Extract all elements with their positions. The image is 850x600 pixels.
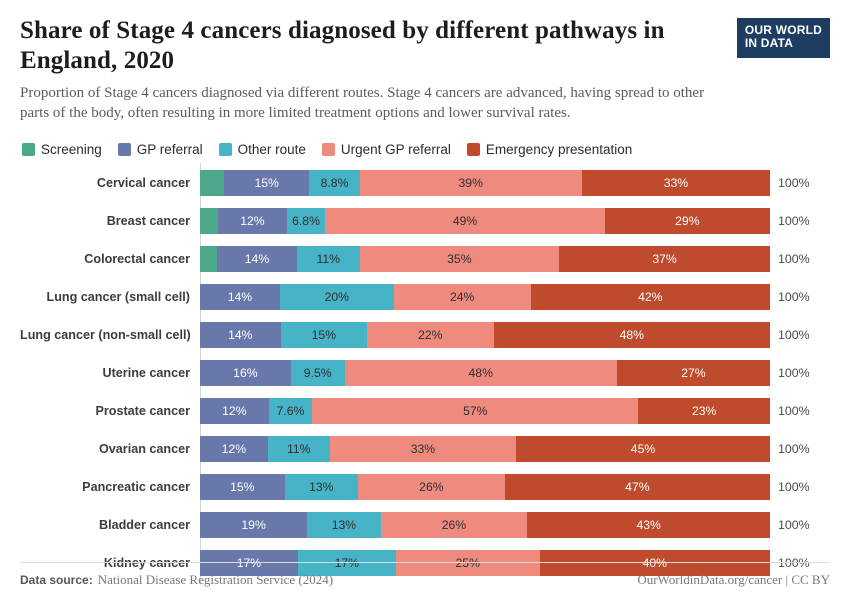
bar-segment[interactable] — [200, 398, 269, 424]
bar-row-label: Cervical cancer — [96, 176, 190, 190]
bar-segment-value: 23% — [691, 404, 717, 418]
bar-segment[interactable] — [312, 398, 638, 424]
bar-segment-value: 14% — [228, 328, 253, 342]
bar-segment-value: 37% — [652, 252, 677, 266]
stacked-bar — [200, 398, 770, 424]
chart-legend — [22, 142, 830, 157]
bar-row-label: Prostate cancer — [95, 404, 190, 418]
bar-segment[interactable] — [200, 170, 224, 196]
bar-row[interactable] — [20, 281, 830, 314]
bar-segment-value: 19% — [241, 518, 266, 532]
bar-row-label: Breast cancer — [106, 214, 190, 228]
logo-line-1: OUR WORLD — [744, 23, 822, 37]
bar-segment-value: 8.8% — [320, 176, 349, 190]
bar-segment[interactable] — [617, 360, 770, 386]
bar-segment[interactable] — [280, 284, 394, 310]
legend-swatch-icon — [322, 143, 335, 156]
bar-row-label: Colorectal cancer — [84, 252, 190, 266]
bar-segment[interactable] — [285, 474, 358, 500]
bar-segment-value: 14% — [227, 290, 253, 304]
bar-segment[interactable] — [582, 170, 770, 196]
bar-segment-value: 7.6% — [276, 404, 305, 418]
legend-item[interactable] — [118, 142, 203, 157]
bar-row-total: 100% — [778, 556, 810, 570]
bar-segment[interactable] — [381, 512, 528, 538]
bar-segment-value: 17% — [236, 556, 262, 570]
stacked-bar — [200, 284, 770, 310]
bar-segment[interactable] — [358, 474, 505, 500]
bar-segment-value: 13% — [309, 480, 334, 494]
bar-row-label: Lung cancer (non-small cell) — [20, 328, 191, 342]
bar-segment[interactable] — [200, 322, 281, 348]
bar-row[interactable] — [20, 205, 830, 238]
chart-footer — [20, 562, 830, 588]
bar-segment-value: 17% — [334, 556, 360, 570]
bar-row-total: 100% — [778, 404, 810, 418]
bar-segment-value: 12% — [240, 214, 265, 228]
bar-row-total: 100% — [778, 366, 810, 380]
footer-attribution[interactable]: OurWorldinData.org/cancer | CC BY — [637, 572, 830, 587]
bar-row-total: 100% — [778, 290, 810, 304]
legend-label: Screening — [41, 141, 102, 157]
bar-segment-value: 22% — [418, 328, 443, 342]
chart-header — [20, 16, 830, 124]
bar-segment[interactable] — [505, 474, 770, 500]
bar-segment[interactable] — [638, 398, 770, 424]
bar-segment[interactable] — [307, 512, 380, 538]
legend-label: Emergency presentation — [485, 141, 633, 157]
stacked-bar — [200, 246, 770, 272]
bar-row-total: 100% — [778, 214, 810, 228]
bar-row[interactable] — [20, 167, 830, 200]
bar-segment-value: 6.8% — [292, 214, 320, 228]
bar-segment[interactable] — [494, 322, 770, 348]
bar-segment[interactable] — [360, 246, 560, 272]
legend-swatch-icon — [467, 143, 480, 156]
bar-segment-value: 33% — [663, 176, 689, 190]
bar-segment[interactable] — [200, 360, 291, 386]
bar-segment[interactable] — [531, 284, 770, 310]
legend-label: Urgent GP referral — [340, 141, 451, 157]
bar-segment[interactable] — [291, 360, 345, 386]
chart-subtitle: Proportion of Stage 4 cancers diagnosed via different routes. Stage 4 cancers are advanced, having spread to other parts of the body, often resulting in more limited treatment options and lower survival rates. — [20, 85, 705, 122]
bar-segment[interactable] — [217, 246, 297, 272]
bar-segment-value: 12% — [222, 404, 247, 418]
bar-segment-value: 20% — [324, 290, 349, 304]
bar-segment[interactable] — [330, 436, 516, 462]
bar-segment[interactable] — [218, 208, 286, 234]
stacked-bar — [200, 360, 770, 386]
bar-segment[interactable] — [360, 170, 582, 196]
bar-row-total: 100% — [778, 442, 810, 456]
bar-row-total: 100% — [778, 252, 810, 266]
bar-segment-value: 26% — [419, 480, 444, 494]
bar-segment-value: 47% — [625, 480, 650, 494]
bar-segment[interactable] — [200, 474, 285, 500]
bar-segment-value: 27% — [681, 366, 706, 380]
bar-row[interactable] — [20, 357, 830, 390]
bar-segment-value: 45% — [630, 442, 656, 456]
bar-segment[interactable] — [559, 246, 770, 272]
bar-row-label: Uterine cancer — [102, 366, 190, 380]
bar-segment-value: 49% — [452, 214, 478, 228]
bar-segment[interactable] — [200, 246, 217, 272]
bar-segment-value: 11% — [316, 252, 340, 266]
stacked-bar — [200, 512, 770, 538]
bar-segment[interactable] — [200, 284, 280, 310]
bar-rows — [20, 167, 830, 580]
bar-segment-value: 43% — [636, 518, 661, 532]
stacked-bar — [200, 474, 770, 500]
bar-row[interactable] — [20, 471, 830, 504]
bar-row[interactable] — [20, 319, 830, 352]
bar-segment[interactable] — [527, 512, 770, 538]
legend-label: GP referral — [136, 141, 203, 157]
bar-segment[interactable] — [605, 208, 770, 234]
bar-row[interactable] — [20, 433, 830, 466]
bar-segment-value: 35% — [447, 252, 472, 266]
stacked-bar — [200, 322, 770, 348]
bar-segment[interactable] — [394, 284, 531, 310]
legend-swatch-icon — [118, 143, 131, 156]
bar-segment-value: 15% — [230, 480, 255, 494]
bar-segment-value: 11% — [287, 442, 311, 456]
owid-logo[interactable] — [737, 18, 830, 58]
bar-segment[interactable] — [269, 398, 313, 424]
bar-segment-value: 29% — [675, 214, 700, 228]
bar-segment[interactable] — [345, 360, 617, 386]
bar-segment-value: 16% — [233, 366, 258, 380]
bar-row-label: Pancreatic cancer — [82, 480, 190, 494]
bar-segment-value: 39% — [458, 176, 483, 190]
bar-segment[interactable] — [287, 208, 326, 234]
bar-row[interactable] — [20, 243, 830, 276]
bar-segment-value: 48% — [468, 366, 493, 380]
bar-segment-value: 57% — [463, 404, 488, 418]
bar-row[interactable] — [20, 395, 830, 428]
legend-item[interactable] — [22, 142, 102, 157]
bar-segment[interactable] — [367, 322, 494, 348]
bar-segment[interactable] — [516, 436, 770, 462]
stacked-bar — [200, 208, 770, 234]
bar-segment-value: 24% — [449, 290, 475, 304]
stacked-bar — [200, 170, 770, 196]
bar-segment[interactable] — [268, 436, 330, 462]
bar-segment-value: 14% — [244, 252, 270, 266]
stacked-bar — [200, 436, 770, 462]
legend-item[interactable] — [219, 142, 306, 157]
bar-segment-value: 42% — [638, 290, 663, 304]
header-text-block — [20, 16, 720, 124]
bar-row-label: Bladder cancer — [99, 518, 190, 532]
bar-segment-value: 15% — [254, 176, 279, 190]
bar-row-total: 100% — [778, 518, 810, 532]
bar-segment-value: 33% — [410, 442, 436, 456]
logo-line-2: IN DATA — [744, 36, 794, 51]
bar-segment[interactable] — [200, 512, 307, 538]
bar-row-total: 100% — [778, 176, 810, 190]
bar-row-label: Ovarian cancer — [98, 442, 190, 456]
bar-row-label: Lung cancer (small cell) — [46, 290, 190, 304]
bar-segment-value: 48% — [619, 328, 645, 342]
bar-segment-value: 40% — [642, 556, 668, 570]
bar-segment[interactable] — [325, 208, 604, 234]
bar-segment[interactable] — [200, 436, 268, 462]
footer-source — [20, 572, 333, 588]
bar-segment-value: 26% — [441, 518, 467, 532]
bar-segment[interactable] — [281, 322, 367, 348]
bar-row-total: 100% — [778, 480, 810, 494]
bar-row[interactable] — [20, 509, 830, 542]
bar-row-label: Kidney cancer — [103, 556, 190, 570]
bar-segment-value: 9.5% — [303, 366, 332, 380]
bar-segment-value: 13% — [331, 518, 357, 532]
legend-swatch-icon — [22, 143, 35, 156]
source-label: Data source: — [20, 573, 93, 587]
bar-segment[interactable] — [297, 246, 360, 272]
legend-item[interactable] — [467, 142, 632, 157]
source-text: National Disease Registration Service (2024) — [97, 572, 334, 587]
bar-segment[interactable] — [224, 170, 310, 196]
bar-segment[interactable] — [200, 208, 218, 234]
legend-label: Other route — [237, 141, 306, 157]
bar-segment-value: 25% — [455, 556, 480, 570]
bar-segment-value: 15% — [311, 328, 336, 342]
bar-row-total: 100% — [778, 328, 810, 342]
bar-segment[interactable] — [309, 170, 359, 196]
chart-plot-area — [20, 167, 830, 580]
legend-swatch-icon — [219, 143, 232, 156]
bar-segment-value: 12% — [221, 442, 247, 456]
page-title: Share of Stage 4 cancers diagnosed by different pathways in England, 2020 — [20, 17, 665, 74]
legend-item[interactable] — [322, 142, 451, 157]
